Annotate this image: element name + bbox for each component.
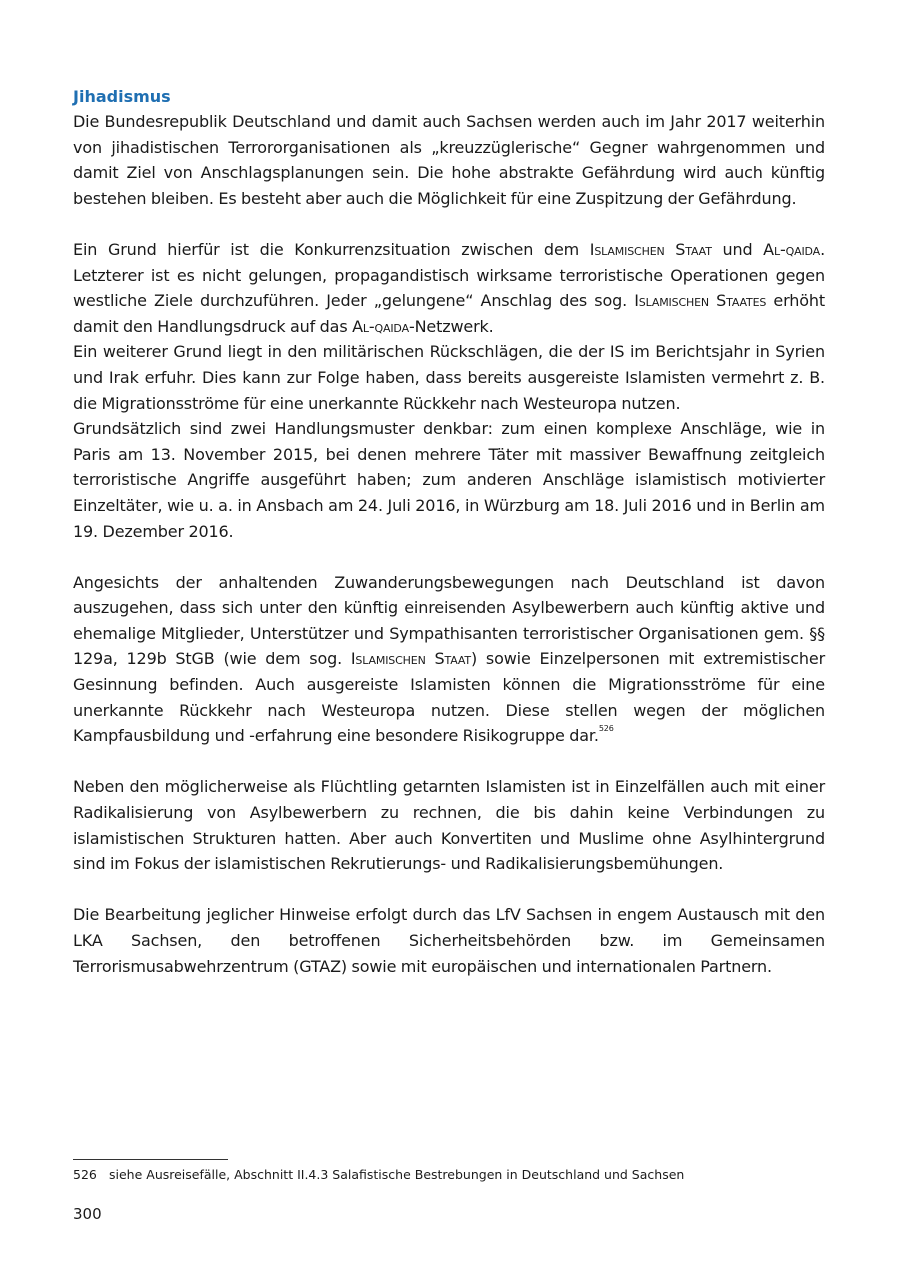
paragraph-2	[73, 237, 825, 339]
footnote-text: siehe Ausreisefälle, Abschnitt II.4.3 Salafistische Bestrebungen in Deutschland und Sachsen	[109, 1167, 685, 1182]
footnote-divider	[73, 1159, 228, 1160]
org-name: Islamischen Staat	[350, 649, 471, 669]
org-name: Al-qaida	[763, 239, 821, 259]
paragraph-5-text: Angesichts der anhaltenden Zuwanderungsbewegungen nach Deutschland ist davon auszugehen, dass sich unter den künftig einreisenden Asylbewerbern auch künftig aktive und ehemalige Mitglieder, Unterstützer und Sympathisanten terroristischer Organisationen gem. §§ 129a, 129b StGB (wie dem sog.	[73, 572, 825, 669]
paragraph-gap	[73, 749, 825, 775]
paragraph-gap	[73, 211, 825, 237]
footnote	[73, 1166, 684, 1184]
paragraph-6: Neben den möglicherweise als Flüchtling getarnten Islamisten ist in Einzelfällen auch mit einer Radikalisierung von Asylbewerbern zu rechnen, die bis dahin keine Verbindungen zu islamistischen Strukturen hatten. Aber auch Konvertiten und Muslime ohne Asylhintergrund sind im Fokus der islamistischen Rekrutierungs- und Radikalisierungsbemühungen.	[73, 777, 825, 874]
paragraph-2-text: Ein Grund hierfür ist die Konkurrenzsituation zwischen dem	[73, 239, 590, 259]
paragraph-2-text: . Letzterer ist es nicht gelungen, propagandistisch wirksame terroristische Operationen gegen westliche Ziele durchzuführen. Jeder „gelungene“ Anschlag des sog.	[73, 239, 825, 311]
org-name: Islamischen Staat	[589, 239, 712, 259]
paragraph-1: Die Bundesrepublik Deutschland und damit auch Sachsen werden auch im Jahr 2017 weiterhin von jihadistischen Terrororganisationen als „kreuzzüglerische“ Gegner wahrgenommen und damit Ziel von Anschlagsplanungen sein. Die hohe abstrakte Gefährdung wird auch künftig bestehen bleiben. Es besteht aber auch die Möglichkeit für eine Zuspitzung der Gefährdung.	[73, 112, 825, 208]
paragraph-5-text: ) sowie Einzelpersonen mit extremistischer Gesinnung befinden. Auch ausgereiste Islamisten können die Migrationsströme für eine unerkannte Rückkehr nach Westeuropa nutzen. Diese stellen wegen der möglichen Kampfausbildung und -erfahrung eine besondere Risikogruppe dar.	[73, 649, 825, 746]
org-name: Al-qaida	[352, 316, 409, 336]
paragraph-gap	[73, 544, 825, 570]
paragraph-2-text: -Netzwerk.	[408, 316, 494, 336]
footnote-reference[interactable]: 526	[598, 724, 614, 734]
paragraph-7: Die Bearbeitung jeglicher Hinweise erfolgt durch das LfV Sachsen in engem Austausch mit den LKA Sachsen, den betroffenen Sicherheitsbehörden bzw. im Gemeinsamen Terrorismusabwehrzentrum (GTAZ) sowie mit europäischen und internationalen Partnern.	[73, 905, 825, 976]
org-name: Islamischen Staates	[634, 291, 767, 311]
page-content	[73, 84, 825, 979]
paragraph-3: Ein weiterer Grund liegt in den militärischen Rückschlägen, die der IS im Berichtsjahr in Syrien und Irak erfuhr. Dies kann zur Folge haben, dass bereits ausgereiste Islamisten vermehrt z. B. die Migrationsströme für eine unerkannte Rückkehr nach Westeuropa nutzen.	[73, 342, 825, 413]
section-heading: Jihadismus	[73, 87, 171, 106]
paragraph-2-text: erhöht damit den Handlungsdruck auf das	[73, 291, 825, 336]
paragraph-gap	[73, 877, 825, 903]
paragraph-5	[73, 570, 825, 749]
paragraph-2-text: und	[711, 239, 764, 259]
page-number: 300	[73, 1205, 102, 1223]
paragraph-4: Grundsätzlich sind zwei Handlungsmuster denkbar: zum einen komplexe Anschläge, wie in Paris am 13. November 2015, bei denen mehrere Täter mit massiver Bewaffnung zeitgleich terroristische Angriffe ausgeführt haben; zum anderen Anschläge islamistisch motivierter Einzeltäter, wie u. a. in Ansbach am 24. Juli 2016, in Würzburg am 18. Juli 2016 und in Berlin am 19. Dezember 2016.	[73, 419, 825, 541]
footnote-number: 526	[73, 1167, 97, 1182]
